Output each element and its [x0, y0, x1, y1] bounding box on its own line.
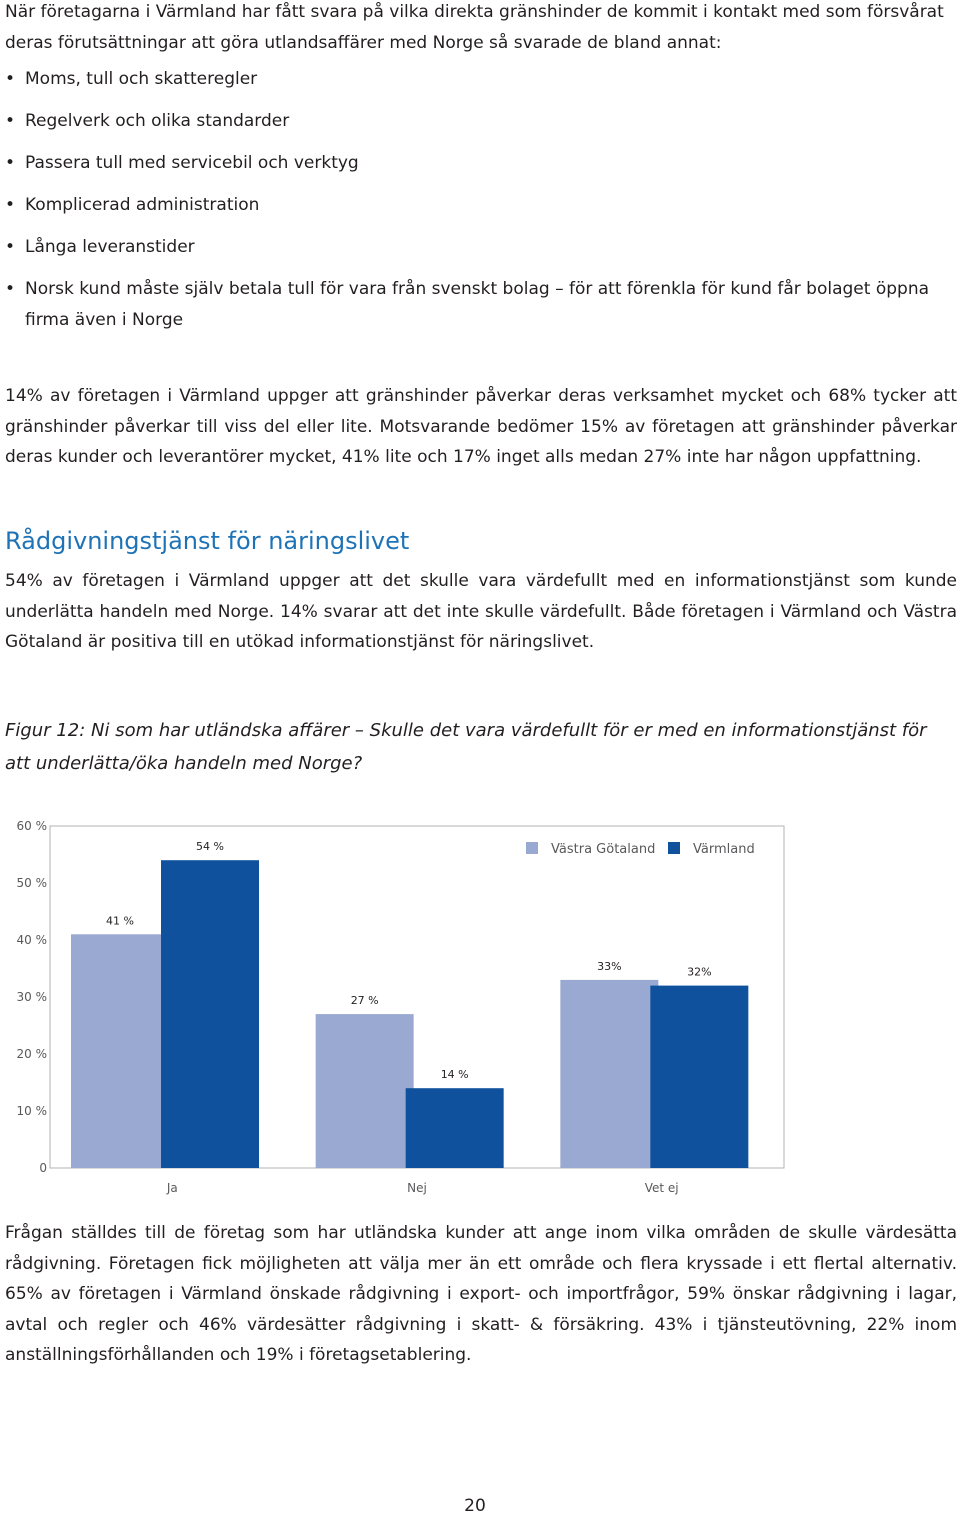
data-label: 14 %	[440, 1068, 469, 1082]
y-tick-label: 0	[39, 1161, 47, 1175]
data-label: 41 %	[106, 914, 134, 928]
bar-västra-götaland-vet-ej	[560, 980, 658, 1168]
bar-värmland-vet-ej	[650, 986, 748, 1168]
bar-värmland-nej	[406, 1088, 504, 1168]
list-item-text: Passera tull med servicebil och verktyg	[25, 153, 359, 173]
bullet-icon: •	[5, 237, 16, 257]
rådgivning-paragraph: 54% av företagen i Värmland uppger att det skulle vara värdefullt med en informationstjänst som kunde underlätta handeln med Norge. 14% svarar att det inte skulle värdefullt. Både företagen i Värmland och Västra Götaland är positiva till en utökad informationstjänst för näringslivet.	[5, 571, 957, 652]
section-heading: Rådgivningstjänst för näringslivet	[5, 527, 410, 555]
bullet-icon: •	[5, 279, 16, 299]
bullet-icon: •	[5, 69, 16, 89]
list-item	[5, 106, 957, 137]
list-item-text: Norsk kund måste själv betala tull för vara från svenskt bolag – för att förenkla för kund får bolaget öppna firma även i Norge	[25, 279, 930, 330]
list-item	[5, 190, 957, 221]
x-tick-label: Ja	[166, 1181, 178, 1195]
rådgivning-areas-paragraph: Frågan ställdes till de företag som har utländska kunder att ange inom vilka områden de skulle värdesätta rådgivning. Företagen fick möjligheten att välja mer än ett område och flera kryssade i ett flertal alternativ. 65% av företagen i Värmland önskade rådgivning i export- och importfrågor, 59% önskar rådgivning i lagar, avtal och regler och 46% värdesätter rådgivning i skatt- & försäkring. 43% i tjänsteutövning, 22% inom anställningsförhållanden och 19% i företagsetablering.	[5, 1223, 957, 1365]
legend-label: Värmland	[693, 842, 755, 857]
data-label: 54 %	[196, 840, 224, 854]
legend-swatch-icon	[526, 842, 538, 854]
y-tick-label: 10 %	[16, 1104, 47, 1118]
data-label: 33%	[597, 959, 622, 973]
bar-västra-götaland-nej	[316, 1014, 414, 1168]
list-item	[5, 64, 957, 95]
bar-västra-götaland-ja	[71, 934, 169, 1168]
gränshinder-list	[5, 64, 957, 347]
x-tick-label: Nej	[407, 1181, 427, 1195]
list-item	[5, 232, 957, 263]
figure-caption: Figur 12: Ni som har utländska affärer – Skulle det vara värdefullt för er med en informationstjänst för att underlätta/öka handeln med Norge?	[5, 720, 927, 774]
bar-värmland-ja	[161, 860, 259, 1168]
legend-swatch-icon	[668, 842, 680, 854]
bullet-icon: •	[5, 195, 16, 215]
data-label: 27 %	[350, 994, 379, 1008]
page-number: 20	[464, 1496, 486, 1516]
list-item-text: Regelverk och olika standarder	[25, 111, 290, 131]
y-tick-label: 40 %	[16, 933, 47, 947]
list-item	[5, 148, 957, 179]
y-tick-label: 30 %	[16, 990, 47, 1004]
list-item-text: Moms, tull och skatteregler	[25, 69, 258, 89]
list-item-text: Långa leveranstider	[25, 237, 195, 257]
list-item-text: Komplicerad administration	[25, 195, 260, 215]
data-label: 32%	[687, 965, 712, 979]
bar-chart	[0, 810, 800, 1200]
y-tick-label: 60 %	[16, 819, 47, 833]
gränshinder-paragraph: 14% av företagen i Värmland uppger att gränshinder påverkar deras verksamhet mycket och 68% tycker att gränshinder påverkar till viss del eller lite. Motsvarande bedömer 15% av företagen att gränshinder påverkar deras kunder och leverantörer mycket, 41% lite och 17% inget alls medan 27% inte har någon uppfattning.	[5, 386, 957, 467]
y-tick-label: 50 %	[16, 876, 47, 890]
list-item	[5, 274, 957, 335]
x-tick-label: Vet ej	[644, 1181, 679, 1195]
intro-paragraph: När företagarna i Värmland har fått svara på vilka direkta gränshinder de kommit i kontakt med som försvårat deras förutsättningar att göra utlandsaffärer med Norge så svarade de bland annat:	[5, 2, 944, 53]
bullet-icon: •	[5, 153, 16, 173]
bullet-icon: •	[5, 111, 16, 131]
legend-label: Västra Götaland	[551, 842, 656, 857]
y-tick-label: 20 %	[16, 1047, 47, 1061]
